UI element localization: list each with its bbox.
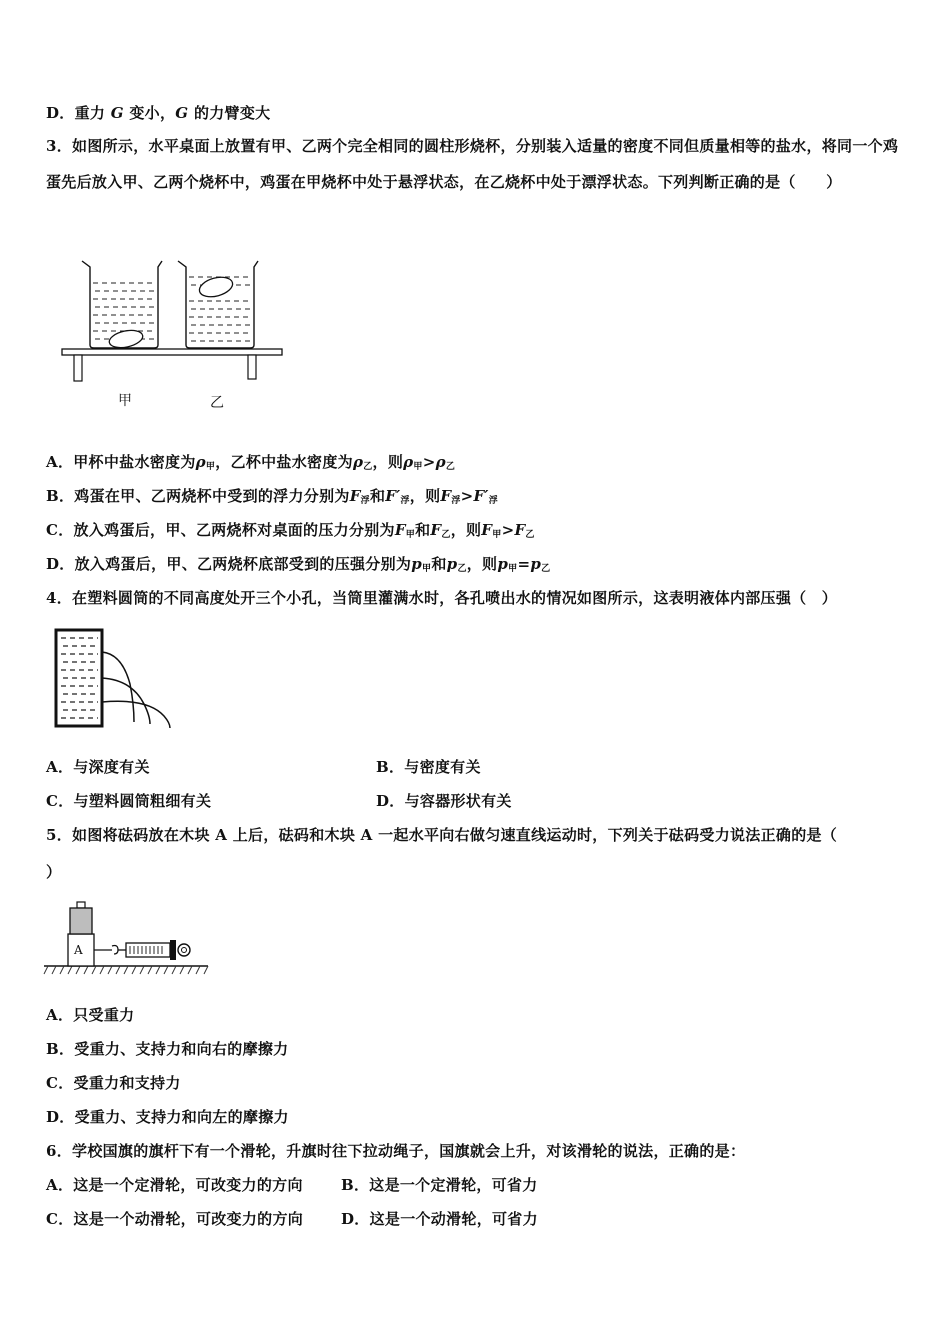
q5-option-d[interactable]: D．受重力、支持力和向左的摩擦力 — [46, 1108, 289, 1126]
q3-option-a[interactable]: A．甲杯中盐水密度为$\rho_甲$，乙杯中盐水密度为$\rho_乙$，则$\rho_甲>\rho_乙$ — [46, 453, 456, 472]
q2-option-d[interactable]: D．重力 G 变小，G 的力臂变大 — [46, 104, 271, 122]
q5-stem-line1: 5．如图将砝码放在木块 A 上后，砝码和木块 A 一起水平向右做匀速直线运动时，下列关于砝码受力说法正确的是（ — [46, 826, 838, 844]
q5-block-label: A — [74, 943, 83, 957]
q3-label-yi: 乙 — [210, 395, 224, 411]
q4-option-a[interactable]: A．与深度有关 — [46, 758, 150, 776]
q3-option-d[interactable]: D．放入鸡蛋后，甲、乙两烧杯底部受到的压强分别为$p_甲$和$p_乙$，则$p_甲=p_乙$ — [46, 555, 551, 574]
q3-label-jia: 甲 — [118, 393, 132, 409]
q5-stem-line2: ） — [46, 863, 62, 881]
q4-stem: 4．在塑料圆筒的不同高度处开三个小孔，当筒里灌满水时，各孔喷出水的情况如图所示，这表明液体内部压强（ ） — [46, 589, 838, 607]
q3-option-b[interactable]: B．鸡蛋在甲、乙两烧杯中受到的浮力分别为$F_浮$和$F'_浮$，则$F_浮>F'_浮$ — [46, 487, 499, 506]
q6-option-d[interactable]: D．这是一个动滑轮，可省力 — [341, 1210, 538, 1228]
q3-stem: 3．如图所示，水平桌面上放置有甲、乙两个完全相同的圆柱形烧杯，分别装入适量的密度不同但质量相等的盐水，将同一个鸡蛋先后放入甲、乙两个烧杯中，鸡蛋在甲烧杯中处于悬浮状态，在乙烧杯中处于漂浮状态。下列判断正确的是（ ） — [46, 137, 899, 191]
q5-option-b[interactable]: B．受重力、支持力和向右的摩擦力 — [46, 1040, 289, 1058]
q5-option-a[interactable]: A．只受重力 — [46, 1006, 135, 1024]
q4-option-c[interactable]: C．与塑料圆筒粗细有关 — [46, 792, 212, 810]
q5-block-figure — [44, 896, 210, 982]
q4-option-d[interactable]: D．与容器形状有关 — [376, 792, 512, 810]
q6-stem: 6．学校国旗的旗杆下有一个滑轮，升旗时往下拉动绳子，国旗就会上升，对该滑轮的说法，正确的是： — [46, 1142, 746, 1160]
q4-cylinder-figure — [52, 624, 182, 730]
q6-option-a[interactable]: A．这是一个定滑轮，可改变力的方向 — [46, 1176, 303, 1194]
q5-option-c[interactable]: C．受重力和支持力 — [46, 1074, 181, 1092]
q4-option-b[interactable]: B．与密度有关 — [376, 758, 481, 776]
q6-option-c[interactable]: C．这是一个动滑轮，可改变力的方向 — [46, 1210, 304, 1228]
q6-option-b[interactable]: B．这是一个定滑轮，可省力 — [341, 1176, 538, 1194]
q3-beakers-figure — [60, 255, 288, 385]
q3-option-c[interactable]: C．放入鸡蛋后，甲、乙两烧杯对桌面的压力分别为$F_甲$和$F_乙$，则$F_甲>F_乙$ — [46, 521, 535, 540]
